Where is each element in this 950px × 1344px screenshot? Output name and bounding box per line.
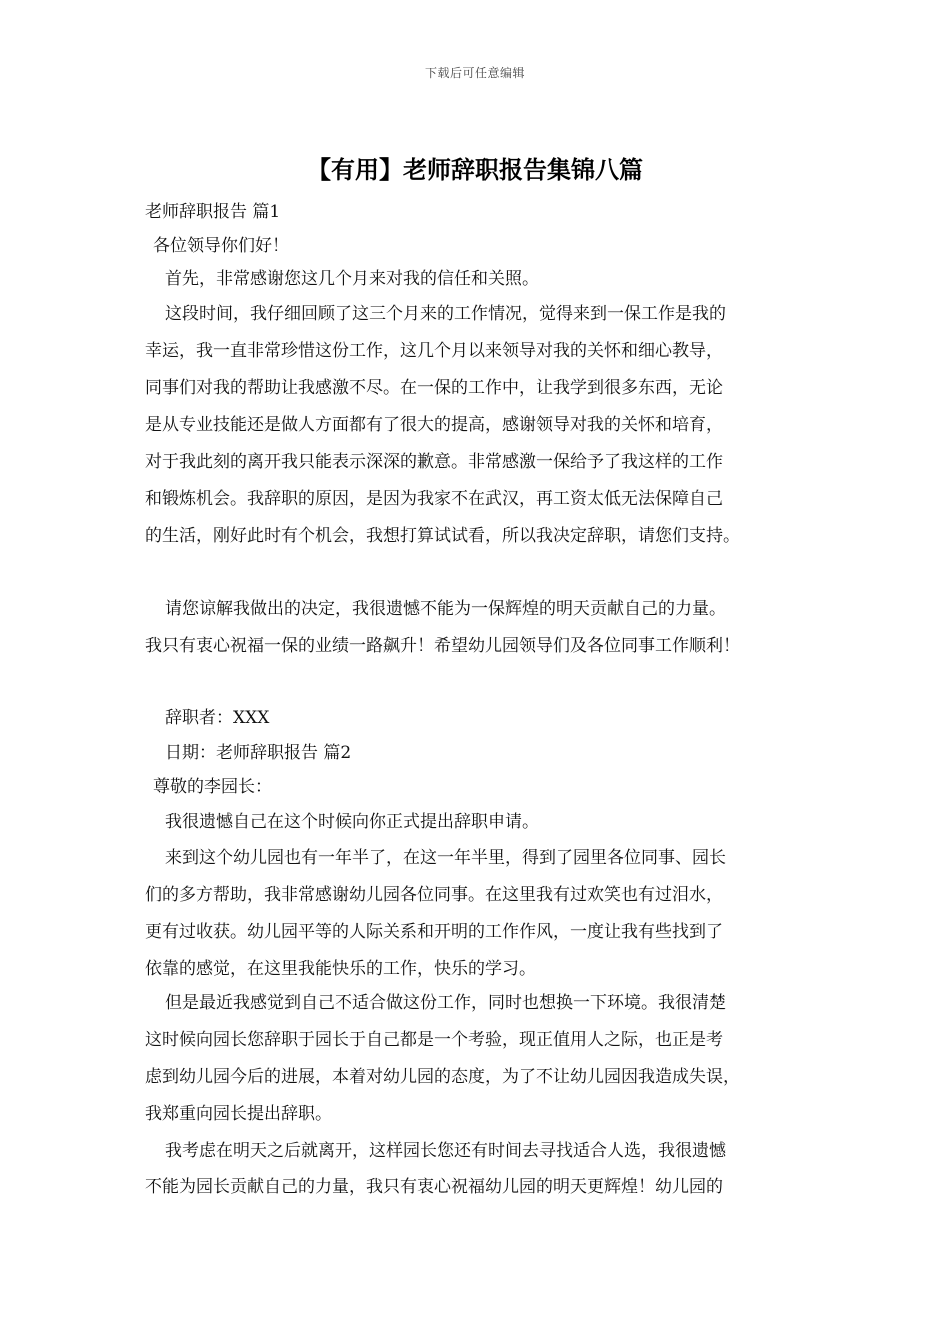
paragraph-line: 我只有衷心祝福一保的业绩一路飙升！希望幼儿园领导们及各位同事工作顺利！ [145,636,740,656]
paragraph-line: 的生活，刚好此时有个机会，我想打算试试看，所以我决定辞职，请您们支持。 [145,526,740,546]
resigner-signature: 辞职者：XXX [165,708,270,728]
paragraph-line: 但是最近我感觉到自己不适合做这份工作，同时也想换一下环境。我很清楚 [165,993,726,1013]
header-note: 下载后可任意编辑 [424,66,525,80]
salutation-2: 尊敬的李园长： [153,777,272,797]
salutation-1: 各位领导你们好！ [153,236,289,256]
paragraph-line: 请您谅解我做出的决定，我很遗憾不能为一保辉煌的明天贡献自己的力量。 [165,599,726,619]
paragraph-line: 首先，非常感谢您这几个月来对我的信任和关照。 [165,269,539,289]
paragraph-line: 和锻炼机会。我辞职的原因，是因为我家不在武汉，再工资太低无法保障自己 [145,489,723,509]
paragraph-line: 我考虑在明天之后就离开，这样园长您还有时间去寻找适合人选，我很遗憾 [165,1141,726,1161]
paragraph-line: 们的多方帮助，我非常感谢幼儿园各位同事。在这里我有过欢笑也有过泪水， [145,885,723,905]
paragraph-line: 幸运，我一直非常珍惜这份工作，这几个月以来领导对我的关怀和细心教导， [145,341,723,361]
paragraph-line: 是从专业技能还是做人方面都有了很大的提高，感谢领导对我的关怀和培育， [145,415,723,435]
paragraph-line: 更有过收获。幼儿园平等的人际关系和开明的工作作风，一度让我有些找到了 [145,922,723,942]
paragraph-line: 我很遗憾自己在这个时候向你正式提出辞职申请。 [165,812,539,832]
paragraph-line: 对于我此刻的离开我只能表示深深的歉意。非常感激一保给予了我这样的工作 [145,452,723,472]
section-heading-1: 老师辞职报告 篇1 [145,202,281,222]
paragraph-line: 这时候向园长您辞职于园长于自己都是一个考验，现正值用人之际，也正是考 [145,1030,723,1050]
paragraph-line: 依靠的感觉，在这里我能快乐的工作，快乐的学习。 [145,959,536,979]
date-line: 日期：老师辞职报告 篇2 [165,743,352,763]
paragraph-line: 虑到幼儿园今后的进展，本着对幼儿园的态度，为了不让幼儿园因我造成失误， [145,1067,740,1087]
paragraph-line: 不能为园长贡献自己的力量，我只有衷心祝福幼儿园的明天更辉煌！幼儿园的 [145,1177,723,1197]
paragraph-line: 这段时间，我仔细回顾了这三个月来的工作情况，觉得来到一保工作是我的 [165,304,726,324]
paragraph-line: 来到这个幼儿园也有一年半了，在这一年半里，得到了园里各位同事、园长 [165,848,726,868]
paragraph-line: 同事们对我的帮助让我感激不尽。在一保的工作中，让我学到很多东西，无论 [145,378,723,398]
document-title: 【有用】老师辞职报告集锦八篇 [307,155,643,184]
paragraph-line: 我郑重向园长提出辞职。 [145,1104,332,1124]
